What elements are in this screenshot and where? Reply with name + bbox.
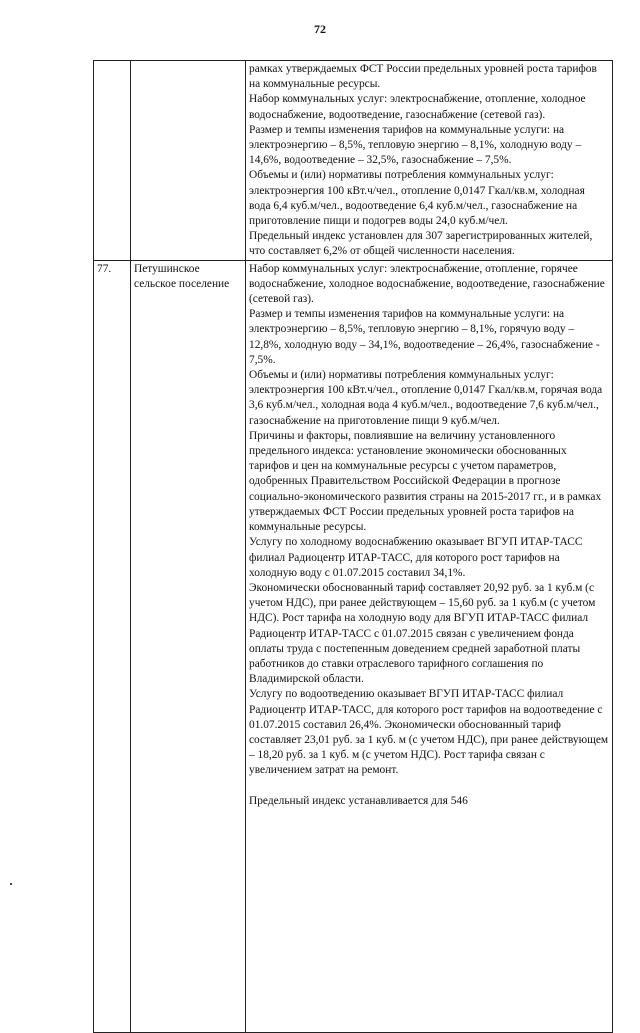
paragraph <box>249 779 609 794</box>
table-row <box>94 61 613 261</box>
tariff-table <box>93 60 613 1033</box>
table-row <box>94 260 613 1032</box>
paragraph: Услугу по холодному водоснабжению оказывает ВГУП ИТАР-ТАСС филиал Радиоцентр ИТАР-ТАСС, для которого рост тарифов на холодную воду с 01.07.2015 составил 34,1%. <box>249 536 583 579</box>
municipality-cell <box>131 61 246 261</box>
paragraph: Размер и темпы изменения тарифов на коммунальные услуги: на электроэнергию – 8,5%, тепловую энергию – 8,1%, холодную воду – 14,6%, водоотведение – 32,5%, газоснабжение – 7,5%. <box>249 123 582 167</box>
row-number-cell <box>94 61 131 261</box>
description-cell <box>246 260 613 1032</box>
row-number-cell: 77. <box>94 260 131 1032</box>
paragraph: Набор коммунальных услуг: электроснабжение, отопление, холодное водоснабжение, водоотведение, газоснабжение (сетевой газ). <box>249 93 586 121</box>
scan-speck <box>10 883 12 885</box>
paragraph: Экономически обоснованный тариф составляет 20,92 руб. за 1 куб.м (с учетом НДС), при ранее действующем – 15,60 руб. за 1 куб.м (с учетом НДС). Рост тарифа на холодную воду для ВГУП ИТАР-ТАСС филиал Радиоцентр ИТАР-ТАСС с 01.07.2015 связан с увеличением фонда оплаты труда с постепенным доведением средней заработной платы работников до ставки отраслевого тарифного соглашения по Владимирской области. <box>249 581 596 686</box>
paragraph: Предельный индекс установлен для 307 зарегистрированных жителей, что составляет 6,2% от общей численности населения. <box>249 230 593 258</box>
page-number: 72 <box>314 22 326 36</box>
description-cell <box>246 61 613 261</box>
paragraph: Размер и темпы изменения тарифов на коммунальные услуги: на электроэнергию – 8,5%, тепловую энергию – 8,1%, горячую воду – 12,8%, холодную воду – 34,1%, водоотведение – 26,4%, газоснабжение - 7,5%. <box>249 308 600 366</box>
municipality-cell: Петушинское сельское поселение <box>131 260 246 1032</box>
paragraph: Набор коммунальных услуг: электроснабжение, отопление, горячее водоснабжение, холодное водоснабжение, водоотведение, газоснабжение (сетевой газ). <box>249 262 605 306</box>
paragraph: Причины и факторы, повлиявшие на величину установленного предельного индекса: установление экономически обоснованных тарифов и цен на коммунальные ресурсы с учетом параметров, одобренных Правительством Российской Федерации в прогнозе социально-экономического развития страны на 2015-2017 гг., и в рамках утверждаемых ФСТ России предельных уровней роста тарифов на коммунальные ресурсы. <box>249 429 602 534</box>
paragraph: Объемы и (или) нормативы потребления коммунальных услуг: электроэнергия 100 кВт.ч/чел., отопление 0,0147 Гкал/кв.м, холодная вода 6,4 куб.м/чел., водоотведение 6,4 куб.м/чел., газоснабжение на приготовление пищи и подогрев воды 24,0 куб.м/чел. <box>249 169 585 228</box>
paragraph: рамках утверждаемых ФСТ России предельных уровней роста тарифов на коммунальные ресурсы. <box>249 63 597 91</box>
paragraph: Объемы и (или) нормативы потребления коммунальных услуг: электроэнергия 100 кВт.ч/чел., отопление 0,0147 Гкал/кв.м, горячая вода 3,6 куб.м/чел., холодная вода 4 куб.м/чел., водоотведение 7,6 куб.м/чел., газоснабжение на приготовление пищи 9 куб.м/чел. <box>249 369 603 427</box>
paragraph: Предельный индекс устанавливается для 546 <box>249 794 468 807</box>
paragraph: Услугу по водоотведению оказывает ВГУП ИТАР-ТАСС филиал Радиоцентр ИТАР-ТАСС, для которого рост тарифов на водоотведение с 01.07.2015 составил 26,4%. Экономически обоснованный тариф составляет 23,01 руб. за 1 куб. м (с учетом НДС), при ранее действующем – 18,20 руб. за 1 куб. м (с учетом НДС). Рост тарифа связан с увеличением затрат на ремонт. <box>249 688 609 777</box>
